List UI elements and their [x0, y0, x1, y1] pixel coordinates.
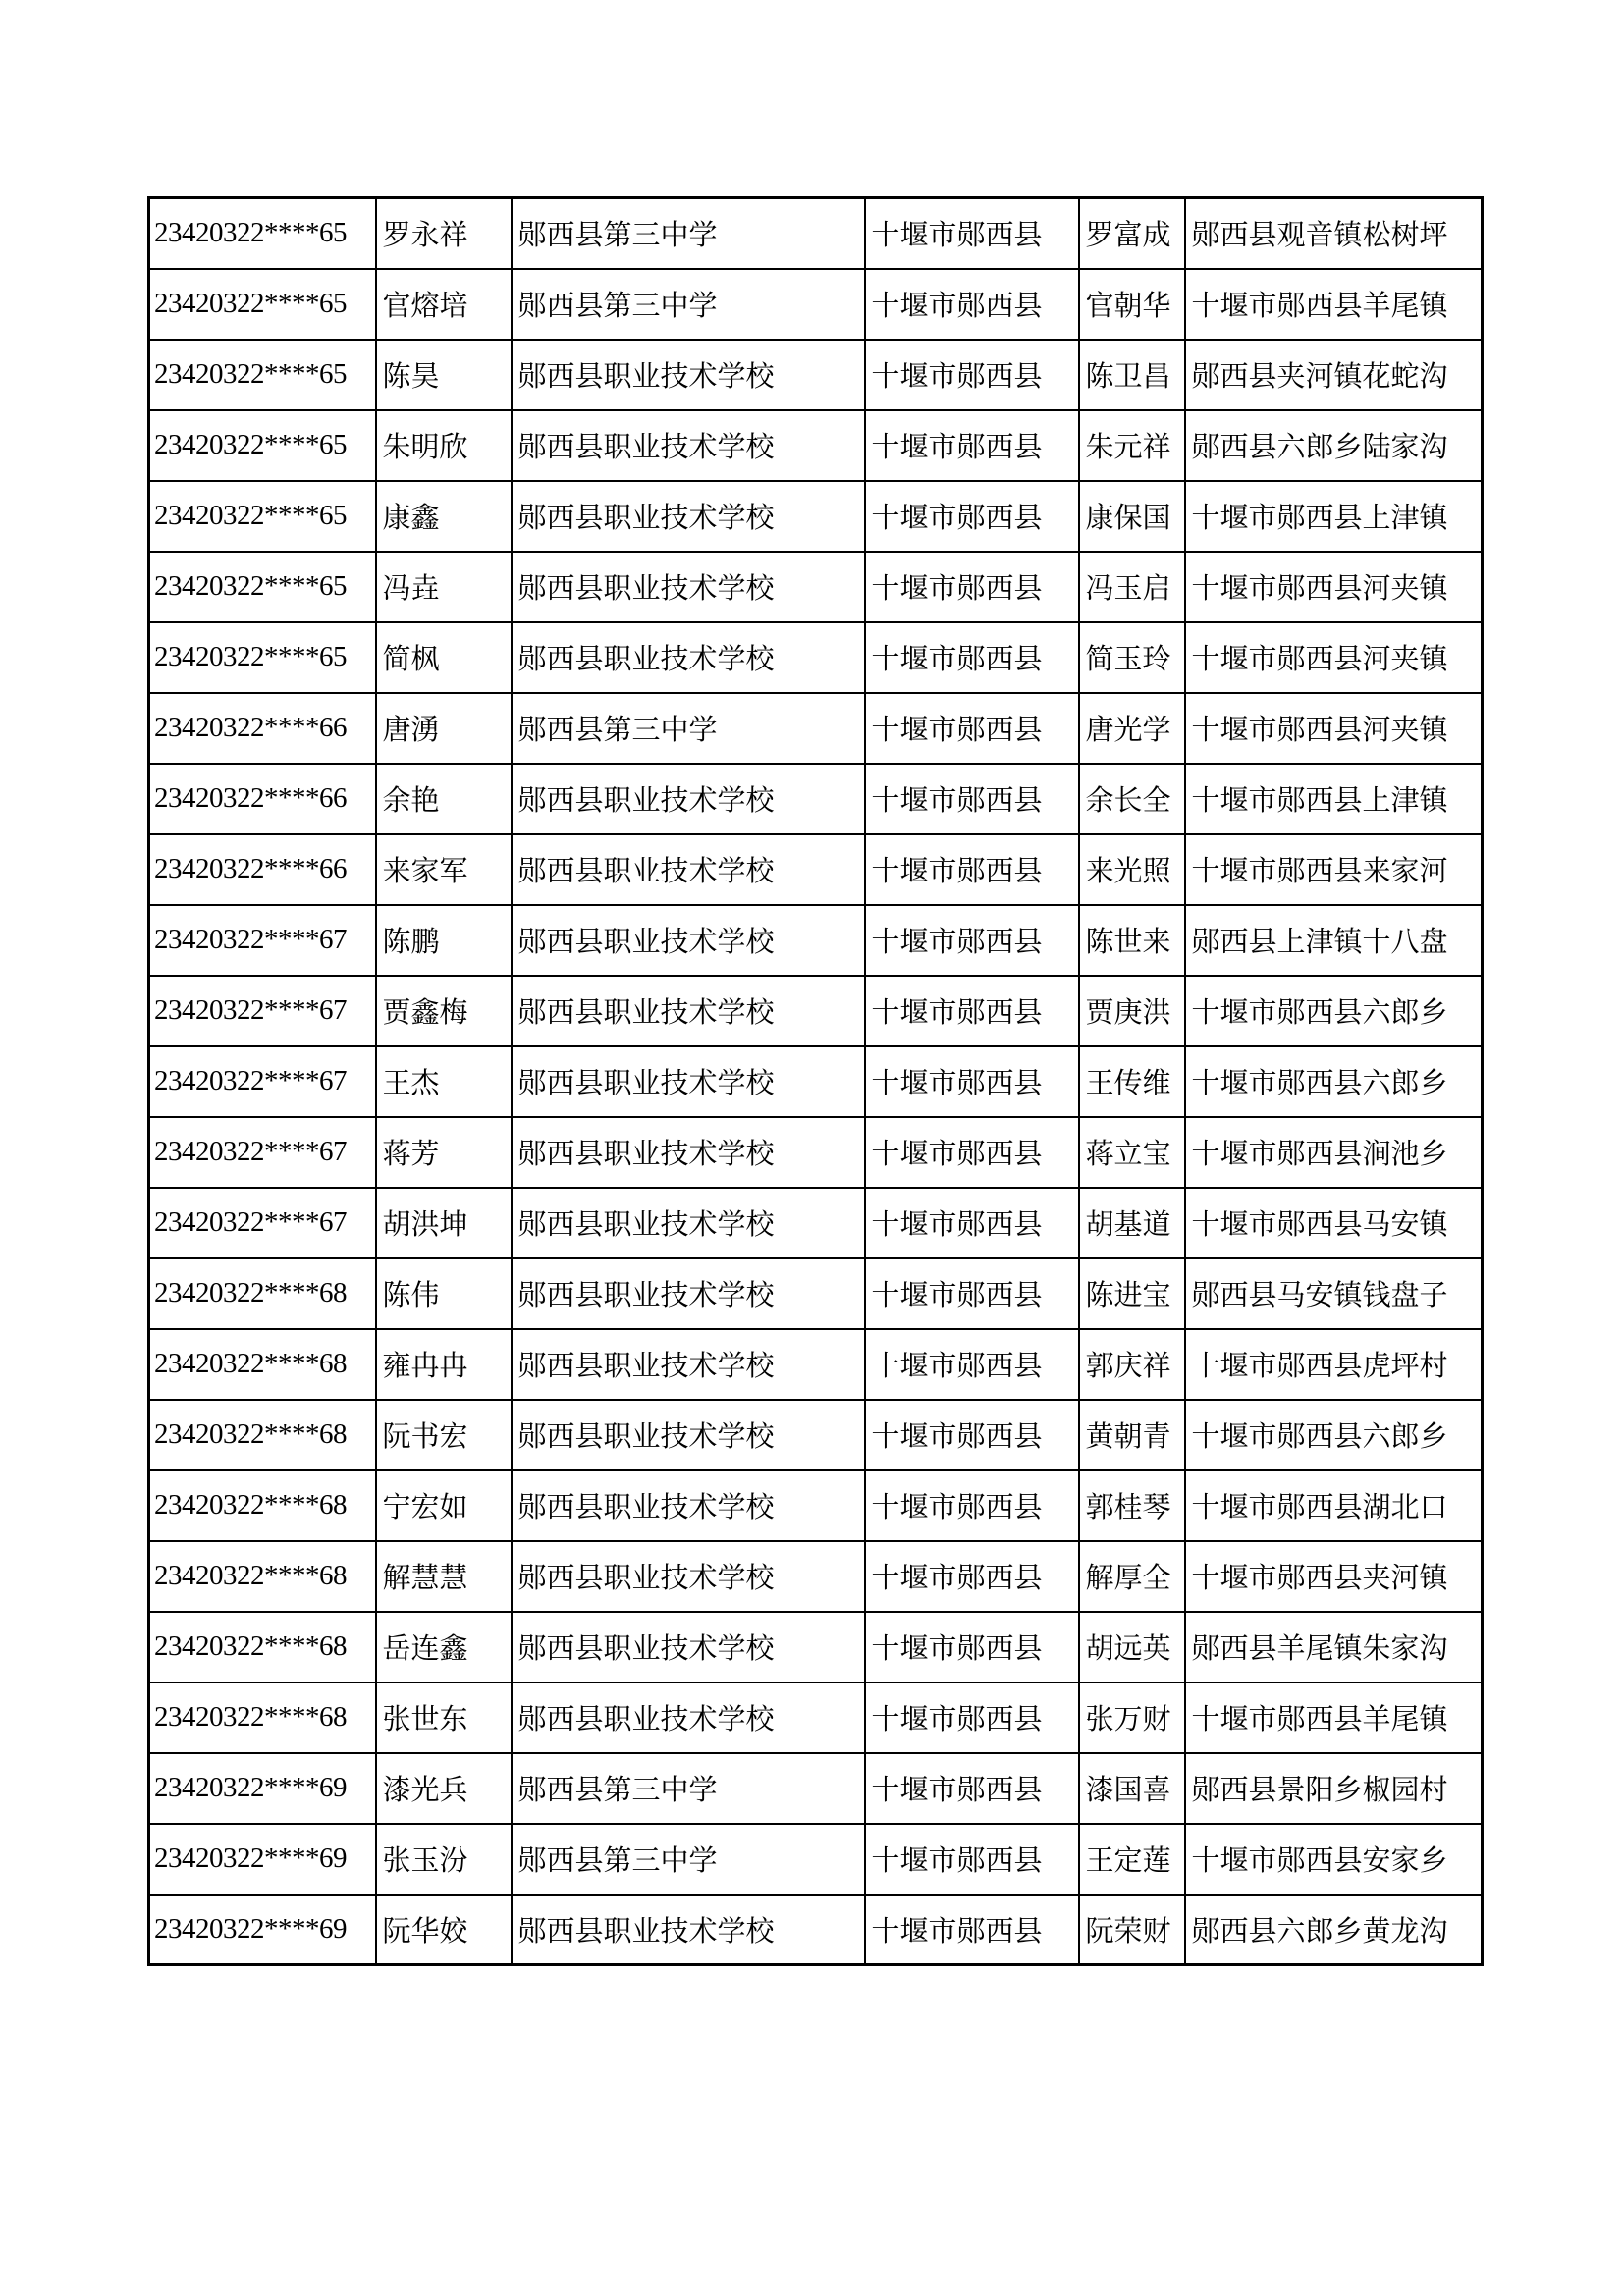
student-id-cell: 23420322****67 [149, 1188, 376, 1258]
address-cell: 十堰市郧西县河夹镇 [1185, 693, 1483, 764]
city-county-cell: 十堰市郧西县 [865, 1117, 1079, 1188]
table-row [149, 481, 1483, 552]
table-row [149, 1258, 1483, 1329]
school-cell: 郧西县职业技术学校 [512, 340, 865, 410]
school-cell: 郧西县职业技术学校 [512, 1895, 865, 1965]
school-cell: 郧西县职业技术学校 [512, 622, 865, 693]
table-row [149, 764, 1483, 834]
address-cell: 十堰市郧西县虎坪村 [1185, 1329, 1483, 1400]
student-name-cell: 雍冉冉 [376, 1329, 512, 1400]
city-county-cell: 十堰市郧西县 [865, 198, 1079, 269]
guardian-name-cell: 王定莲 [1079, 1824, 1185, 1895]
guardian-name-cell: 陈进宝 [1079, 1258, 1185, 1329]
student-id-cell: 23420322****65 [149, 622, 376, 693]
student-id-cell: 23420322****66 [149, 764, 376, 834]
city-county-cell: 十堰市郧西县 [865, 410, 1079, 481]
student-id-cell: 23420322****65 [149, 198, 376, 269]
guardian-name-cell: 罗富成 [1079, 198, 1185, 269]
student-id-cell: 23420322****65 [149, 269, 376, 340]
school-cell: 郧西县职业技术学校 [512, 1117, 865, 1188]
table-row [149, 552, 1483, 622]
address-cell: 郧西县六郎乡黄龙沟 [1185, 1895, 1483, 1965]
city-county-cell: 十堰市郧西县 [865, 1188, 1079, 1258]
roster-body [149, 198, 1483, 1965]
address-cell: 十堰市郧西县上津镇 [1185, 764, 1483, 834]
address-cell: 郧西县马安镇钱盘子 [1185, 1258, 1483, 1329]
guardian-name-cell: 朱元祥 [1079, 410, 1185, 481]
student-name-cell: 余艳 [376, 764, 512, 834]
student-name-cell: 张玉汾 [376, 1824, 512, 1895]
student-id-cell: 23420322****69 [149, 1753, 376, 1824]
address-cell: 十堰市郧西县六郎乡 [1185, 976, 1483, 1046]
address-cell: 十堰市郧西县涧池乡 [1185, 1117, 1483, 1188]
table-row [149, 1824, 1483, 1895]
student-id-cell: 23420322****67 [149, 905, 376, 976]
school-cell: 郧西县职业技术学校 [512, 1046, 865, 1117]
table-row [149, 1470, 1483, 1541]
guardian-name-cell: 张万财 [1079, 1682, 1185, 1753]
city-county-cell: 十堰市郧西县 [865, 905, 1079, 976]
city-county-cell: 十堰市郧西县 [865, 622, 1079, 693]
address-cell: 郧西县景阳乡椒园村 [1185, 1753, 1483, 1824]
city-county-cell: 十堰市郧西县 [865, 693, 1079, 764]
school-cell: 郧西县第三中学 [512, 1753, 865, 1824]
address-cell: 十堰市郧西县羊尾镇 [1185, 269, 1483, 340]
city-county-cell: 十堰市郧西县 [865, 1895, 1079, 1965]
table-row [149, 1541, 1483, 1612]
school-cell: 郧西县职业技术学校 [512, 1682, 865, 1753]
student-name-cell: 阮华姣 [376, 1895, 512, 1965]
guardian-name-cell: 郭庆祥 [1079, 1329, 1185, 1400]
guardian-name-cell: 康保国 [1079, 481, 1185, 552]
table-row [149, 1188, 1483, 1258]
address-cell: 十堰市郧西县夹河镇 [1185, 1541, 1483, 1612]
student-name-cell: 岳连鑫 [376, 1612, 512, 1682]
table-row [149, 1400, 1483, 1470]
school-cell: 郧西县第三中学 [512, 198, 865, 269]
student-name-cell: 解慧慧 [376, 1541, 512, 1612]
guardian-name-cell: 贾庚洪 [1079, 976, 1185, 1046]
guardian-name-cell: 蒋立宝 [1079, 1117, 1185, 1188]
city-county-cell: 十堰市郧西县 [865, 552, 1079, 622]
student-name-cell: 陈昊 [376, 340, 512, 410]
address-cell: 十堰市郧西县羊尾镇 [1185, 1682, 1483, 1753]
guardian-name-cell: 胡远英 [1079, 1612, 1185, 1682]
student-id-cell: 23420322****69 [149, 1824, 376, 1895]
school-cell: 郧西县职业技术学校 [512, 1258, 865, 1329]
address-cell: 十堰市郧西县六郎乡 [1185, 1400, 1483, 1470]
student-id-cell: 23420322****66 [149, 693, 376, 764]
address-cell: 郧西县羊尾镇朱家沟 [1185, 1612, 1483, 1682]
student-name-cell: 贾鑫梅 [376, 976, 512, 1046]
city-county-cell: 十堰市郧西县 [865, 976, 1079, 1046]
address-cell: 十堰市郧西县安家乡 [1185, 1824, 1483, 1895]
school-cell: 郧西县职业技术学校 [512, 481, 865, 552]
address-cell: 郧西县六郎乡陆家沟 [1185, 410, 1483, 481]
student-id-cell: 23420322****65 [149, 481, 376, 552]
school-cell: 郧西县职业技术学校 [512, 905, 865, 976]
student-name-cell: 胡洪坤 [376, 1188, 512, 1258]
table-row [149, 1612, 1483, 1682]
student-id-cell: 23420322****65 [149, 410, 376, 481]
student-id-cell: 23420322****65 [149, 340, 376, 410]
table-row [149, 269, 1483, 340]
table-row [149, 834, 1483, 905]
address-cell: 郧西县上津镇十八盘 [1185, 905, 1483, 976]
student-name-cell: 阮书宏 [376, 1400, 512, 1470]
student-name-cell: 漆光兵 [376, 1753, 512, 1824]
guardian-name-cell: 解厚全 [1079, 1541, 1185, 1612]
table-row [149, 1682, 1483, 1753]
school-cell: 郧西县职业技术学校 [512, 1470, 865, 1541]
guardian-name-cell: 胡基道 [1079, 1188, 1185, 1258]
student-id-cell: 23420322****68 [149, 1470, 376, 1541]
guardian-name-cell: 余长全 [1079, 764, 1185, 834]
student-name-cell: 康鑫 [376, 481, 512, 552]
student-name-cell: 唐湧 [376, 693, 512, 764]
roster-table [147, 196, 1484, 1966]
city-county-cell: 十堰市郧西县 [865, 1541, 1079, 1612]
table-row [149, 1753, 1483, 1824]
table-row [149, 340, 1483, 410]
student-id-cell: 23420322****65 [149, 552, 376, 622]
table-row [149, 1046, 1483, 1117]
student-name-cell: 宁宏如 [376, 1470, 512, 1541]
address-cell: 十堰市郧西县马安镇 [1185, 1188, 1483, 1258]
guardian-name-cell: 陈世来 [1079, 905, 1185, 976]
school-cell: 郧西县职业技术学校 [512, 1612, 865, 1682]
city-county-cell: 十堰市郧西县 [865, 1470, 1079, 1541]
city-county-cell: 十堰市郧西县 [865, 1046, 1079, 1117]
table-row [149, 1117, 1483, 1188]
guardian-name-cell: 郭桂琴 [1079, 1470, 1185, 1541]
address-cell: 十堰市郧西县六郎乡 [1185, 1046, 1483, 1117]
address-cell: 十堰市郧西县上津镇 [1185, 481, 1483, 552]
guardian-name-cell: 阮荣财 [1079, 1895, 1185, 1965]
table-row [149, 693, 1483, 764]
address-cell: 十堰市郧西县河夹镇 [1185, 552, 1483, 622]
student-name-cell: 王杰 [376, 1046, 512, 1117]
address-cell: 十堰市郧西县河夹镇 [1185, 622, 1483, 693]
school-cell: 郧西县职业技术学校 [512, 1400, 865, 1470]
student-name-cell: 罗永祥 [376, 198, 512, 269]
student-id-cell: 23420322****67 [149, 1046, 376, 1117]
school-cell: 郧西县第三中学 [512, 1824, 865, 1895]
school-cell: 郧西县职业技术学校 [512, 1329, 865, 1400]
city-county-cell: 十堰市郧西县 [865, 1753, 1079, 1824]
address-cell: 十堰市郧西县来家河 [1185, 834, 1483, 905]
guardian-name-cell: 来光照 [1079, 834, 1185, 905]
student-name-cell: 来家军 [376, 834, 512, 905]
school-cell: 郧西县职业技术学校 [512, 976, 865, 1046]
table-row [149, 905, 1483, 976]
school-cell: 郧西县职业技术学校 [512, 1541, 865, 1612]
student-name-cell: 陈伟 [376, 1258, 512, 1329]
table-row [149, 1329, 1483, 1400]
guardian-name-cell: 冯玉启 [1079, 552, 1185, 622]
address-cell: 十堰市郧西县湖北口 [1185, 1470, 1483, 1541]
guardian-name-cell: 陈卫昌 [1079, 340, 1185, 410]
guardian-name-cell: 王传维 [1079, 1046, 1185, 1117]
student-name-cell: 简枫 [376, 622, 512, 693]
school-cell: 郧西县职业技术学校 [512, 834, 865, 905]
city-county-cell: 十堰市郧西县 [865, 340, 1079, 410]
guardian-name-cell: 官朝华 [1079, 269, 1185, 340]
city-county-cell: 十堰市郧西县 [865, 1612, 1079, 1682]
city-county-cell: 十堰市郧西县 [865, 1329, 1079, 1400]
city-county-cell: 十堰市郧西县 [865, 1682, 1079, 1753]
student-id-cell: 23420322****69 [149, 1895, 376, 1965]
city-county-cell: 十堰市郧西县 [865, 764, 1079, 834]
table-row [149, 410, 1483, 481]
school-cell: 郧西县职业技术学校 [512, 1188, 865, 1258]
student-id-cell: 23420322****66 [149, 834, 376, 905]
city-county-cell: 十堰市郧西县 [865, 1400, 1079, 1470]
school-cell: 郧西县职业技术学校 [512, 764, 865, 834]
city-county-cell: 十堰市郧西县 [865, 1258, 1079, 1329]
guardian-name-cell: 漆国喜 [1079, 1753, 1185, 1824]
student-id-cell: 23420322****68 [149, 1329, 376, 1400]
student-id-cell: 23420322****68 [149, 1541, 376, 1612]
school-cell: 郧西县第三中学 [512, 693, 865, 764]
school-cell: 郧西县职业技术学校 [512, 552, 865, 622]
student-id-cell: 23420322****67 [149, 976, 376, 1046]
school-cell: 郧西县第三中学 [512, 269, 865, 340]
city-county-cell: 十堰市郧西县 [865, 1824, 1079, 1895]
guardian-name-cell: 黄朝青 [1079, 1400, 1185, 1470]
guardian-name-cell: 简玉玲 [1079, 622, 1185, 693]
student-name-cell: 蒋芳 [376, 1117, 512, 1188]
student-id-cell: 23420322****68 [149, 1682, 376, 1753]
table-row [149, 976, 1483, 1046]
student-id-cell: 23420322****67 [149, 1117, 376, 1188]
student-name-cell: 朱明欣 [376, 410, 512, 481]
student-name-cell: 陈鹏 [376, 905, 512, 976]
table-row [149, 1895, 1483, 1965]
student-name-cell: 张世东 [376, 1682, 512, 1753]
student-name-cell: 官熔培 [376, 269, 512, 340]
table-row [149, 622, 1483, 693]
address-cell: 郧西县观音镇松树坪 [1185, 198, 1483, 269]
student-id-cell: 23420322****68 [149, 1612, 376, 1682]
student-id-cell: 23420322****68 [149, 1400, 376, 1470]
student-id-cell: 23420322****68 [149, 1258, 376, 1329]
city-county-cell: 十堰市郧西县 [865, 481, 1079, 552]
city-county-cell: 十堰市郧西县 [865, 834, 1079, 905]
school-cell: 郧西县职业技术学校 [512, 410, 865, 481]
guardian-name-cell: 唐光学 [1079, 693, 1185, 764]
student-name-cell: 冯垚 [376, 552, 512, 622]
city-county-cell: 十堰市郧西县 [865, 269, 1079, 340]
table-row [149, 198, 1483, 269]
address-cell: 郧西县夹河镇花蛇沟 [1185, 340, 1483, 410]
